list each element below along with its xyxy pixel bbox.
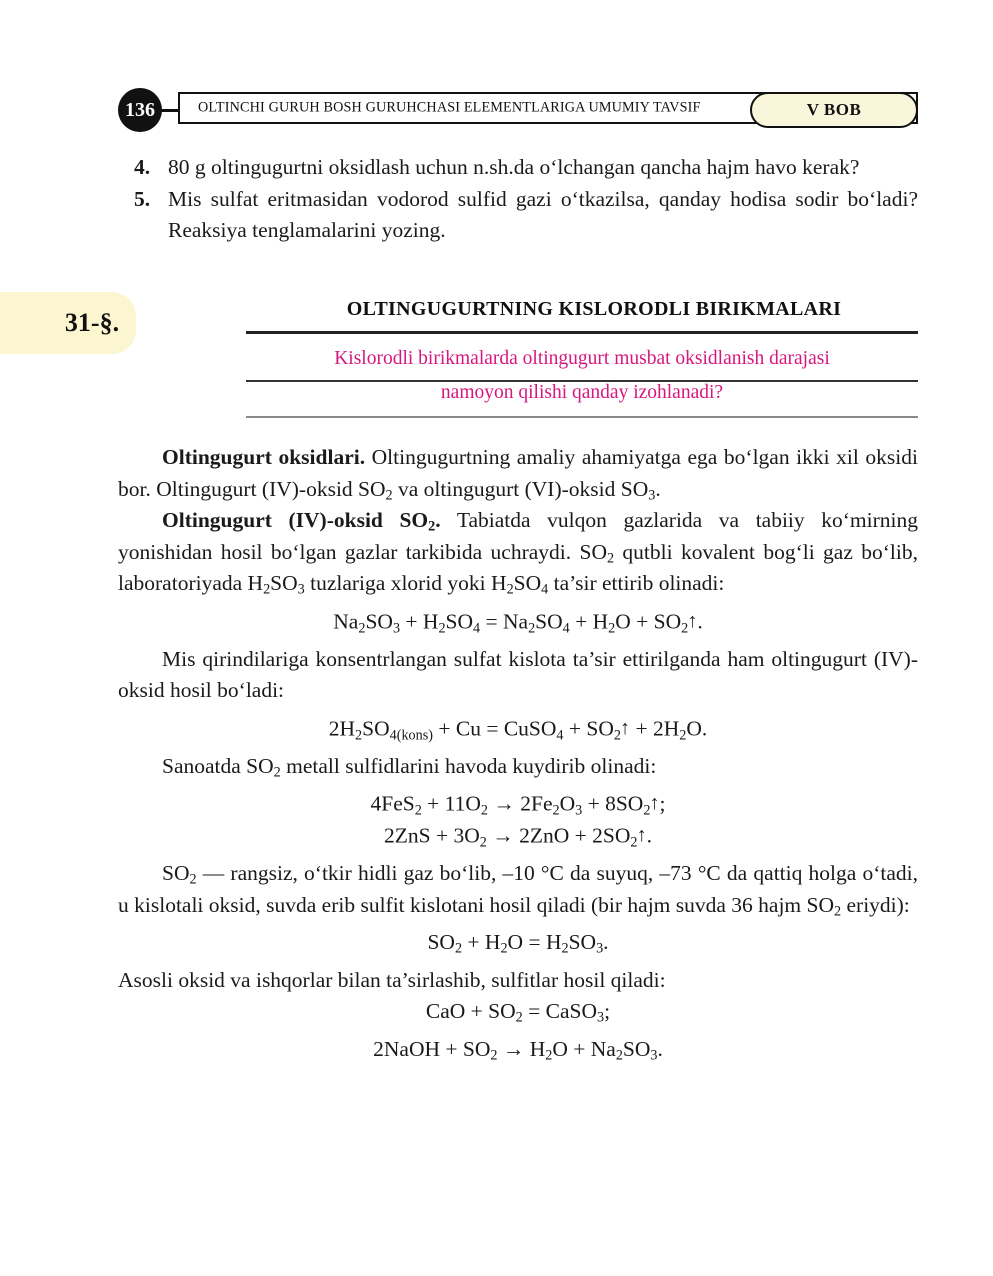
exercise-text: Mis sulfat eritmasidan vodorod sulfid gazi o‘tkazilsa, qanday hodisa sodir bo‘ladi? Reaksiya tenglamalarini yozing. <box>168 187 918 242</box>
text-run: Sanoatda SO <box>162 753 274 778</box>
paragraph-oxides <box>118 442 918 505</box>
equation-4: $2ZnS + 3O_2 \to 2ZnO$ + $2SO_2↑$. <box>118 820 918 852</box>
subscript: 3 <box>575 802 583 819</box>
subscript: 3 <box>392 619 401 636</box>
subscript: 2 <box>630 834 638 851</box>
text-run: metall sulfidlarini havoda kuydirib olinadi: <box>280 753 657 778</box>
gas-arrow-icon: ↑ <box>620 716 631 739</box>
subscript: 2 <box>528 619 536 636</box>
subscript: 4 <box>473 619 481 636</box>
equation-7: 2NaOH + $SO_2 \to H_2O + Na_2SO_3$. <box>373 1036 663 1064</box>
text-run: . <box>655 476 661 501</box>
text-run: SO <box>162 861 190 886</box>
text-run: — rangsiz, o‘tkir hidli gaz bo‘lib, –10 °C da suyuq, –73 °C da qattiq holga o‘tadi, u kislotali oksid, suvda erib sulfit kislotani hosil qiladi (bir hajm suvda 36 hajm SO <box>118 861 918 917</box>
chapter-badge: V BOB <box>750 92 918 128</box>
subscript: 3 <box>650 1047 658 1064</box>
gas-arrow-icon: ↑ <box>649 792 660 815</box>
subscript: 2 <box>454 941 463 957</box>
paragraph-lead: Oltingugurt oksidlari. <box>162 445 366 469</box>
equation-2: $2H_2SO_{4(kons)} + Cu$ = CuSO$_4$ + $SO_2↑ + 2H_2O$. <box>118 713 918 745</box>
text-run: ta’sir ettirib olinadi: <box>548 571 725 595</box>
list-item <box>118 152 918 183</box>
subscript: 3 <box>596 941 604 957</box>
exercise-text: 80 g oltingugurtni oksidlash uchun n.sh.da o‘lchangan qancha hajm havo kerak? <box>168 155 860 179</box>
text-run: SO <box>513 571 542 595</box>
paragraph-lead <box>162 508 441 535</box>
subscript: 2 <box>552 802 560 819</box>
subscript: 4 <box>562 619 570 636</box>
subscript: 2 <box>480 802 488 819</box>
exercise-number: 4. <box>134 155 151 179</box>
list-item <box>118 184 918 246</box>
subscript: 2 <box>643 802 651 819</box>
subscript: 4(kons) <box>389 726 433 743</box>
subscript: 2 <box>358 619 366 636</box>
subscript: 2 <box>414 802 422 819</box>
text-run: Oltingugurt (IV)-oksid SO <box>162 508 429 532</box>
article-body <box>118 442 918 1065</box>
text-run: tuzlariga xlorid yoki H <box>304 571 507 595</box>
divider-bottom <box>246 416 918 418</box>
page-number: 136 <box>118 88 162 132</box>
equation-5: $SO_2 + H_2O = H_2SO_3$. <box>427 930 609 957</box>
subscript: 2 <box>681 619 689 636</box>
text-run: eriydi): <box>841 892 910 917</box>
text-run: Tabiatda vulqon gazlarida va tabiiy ko‘mirning yonishidan hosil bo‘lgan gazlar tarkibida uchraydi. SO <box>118 508 918 564</box>
subscript: 2 <box>490 1047 498 1064</box>
text-run: . <box>435 508 441 532</box>
question-line-2: namoyon qilishi qanday izohlanadi? <box>440 382 724 403</box>
subscript: 4 <box>541 581 549 598</box>
section-question <box>246 342 918 410</box>
subscript: 2 <box>438 619 446 636</box>
text-run: Oltingugurtning amaliy ahamiyatga ega bo‘lgan ikki xil oksidi bor. Oltingugurt (IV)-oksid SO <box>118 445 918 501</box>
exercise-number: 5. <box>134 187 151 211</box>
gas-arrow-icon: ↑ <box>636 824 647 847</box>
subscript: 2 <box>515 1010 523 1026</box>
subscript: 2 <box>479 834 487 851</box>
text-run: va oltingugurt (VI)-oksid SO <box>392 476 649 501</box>
running-header <box>118 88 918 130</box>
paragraph-so2 <box>118 505 918 600</box>
subscript: 2 <box>545 1047 553 1064</box>
subscript: 4 <box>556 726 564 743</box>
subscript: 2 <box>263 581 271 598</box>
subscript: 2 <box>606 550 615 567</box>
subscript: 2 <box>506 581 514 598</box>
subscript: 2 <box>613 726 621 743</box>
section-heading <box>0 292 993 420</box>
subscript: 2 <box>428 518 436 535</box>
paragraph-copper: Mis qirindilariga konsentrlangan sulfat kislota ta’sir ettirilganda ham oltingugurt (IV)-oksid hosil bo‘ladi: <box>118 646 918 703</box>
equation-3: $4FeS_2 + 11O_2 \to 2Fe_2O_3$ + $8SO_2↑$; <box>118 788 918 820</box>
subscript: 2 <box>500 941 508 957</box>
subscript: 2 <box>561 941 569 957</box>
subscript: 2 <box>385 487 393 504</box>
subscript: 3 <box>597 1010 605 1026</box>
subscript: 2 <box>834 903 842 920</box>
divider-thick <box>246 331 918 334</box>
equation-1: $Na_2SO_3 + H_2SO_4 = Na_2SO_4 + H_2O$ + $SO_2↑$. <box>118 606 918 638</box>
subscript: 2 <box>273 764 281 781</box>
subscript: 2 <box>355 726 363 743</box>
paragraph-bases: Asosli oksid va ishqorlar bilan ta’sirlashib, sulfitlar hosil qiladi: <box>118 967 666 992</box>
subscript: 3 <box>297 581 305 598</box>
running-title: OLTINCHI GURUH BOSH GURUHCHASI ELEMENTLARIGA UMUMIY TAVSIF <box>198 99 701 116</box>
exercise-list <box>118 152 918 247</box>
paragraph-industry <box>118 751 918 783</box>
divider-mid <box>246 380 918 382</box>
equation-6: CaO + $SO_2$ = CaSO$_3$; <box>425 999 611 1026</box>
question-line-1: Kislorodli birikmalarda oltingugurt musbat oksidlanish darajasi <box>334 348 830 369</box>
paragraph-properties <box>118 858 918 921</box>
gas-arrow-icon: ↑ <box>687 609 698 632</box>
subscript: 2 <box>615 1047 623 1064</box>
page-title: OLTINGUGURTNING KISLORODLI BIRIKMALARI <box>346 298 842 320</box>
subscript: 2 <box>608 619 616 636</box>
text-run: SO <box>270 571 298 595</box>
text-run: qutbli kovalent bog‘li gaz bo‘lib, laboratoriyada H <box>118 539 918 595</box>
subscript: 3 <box>648 487 656 504</box>
header-title-bar <box>178 92 918 124</box>
subscript: 2 <box>679 726 687 743</box>
section-number-label: 31-§. <box>64 308 120 337</box>
subscript: 2 <box>189 872 197 888</box>
